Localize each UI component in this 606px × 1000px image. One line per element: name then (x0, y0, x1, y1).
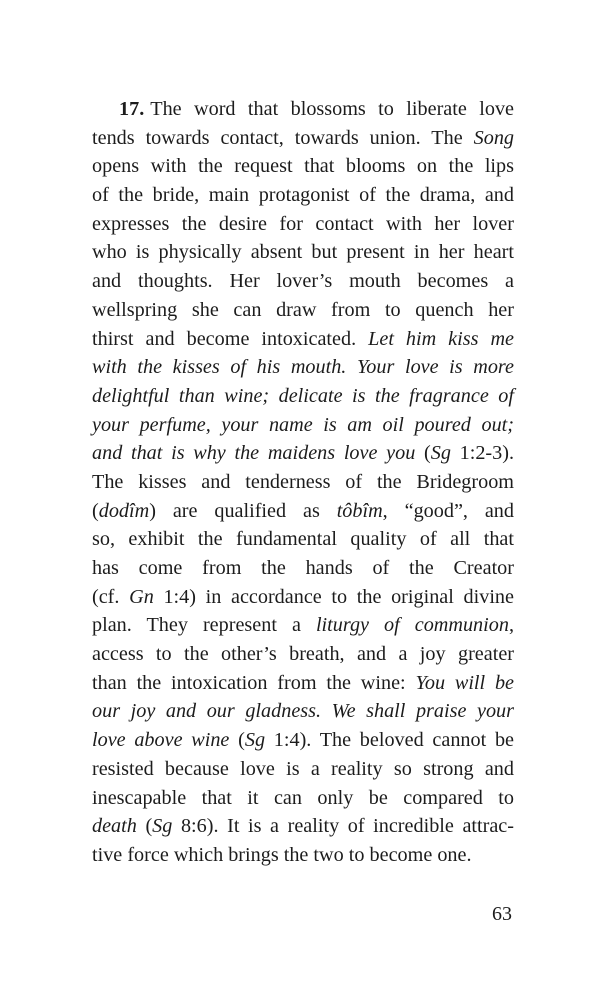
italic-text: dodîm (98, 499, 150, 522)
text-run: 8:6). It is a reality of incredible attrac- (172, 815, 514, 838)
paragraph-number: 17. (119, 98, 145, 120)
text-run: inescapable that it can only be compared to (92, 786, 514, 809)
text-line (92, 238, 514, 267)
text-line (92, 210, 514, 239)
text-run: thirst and become intoxicated. (92, 327, 369, 350)
italic-text: Sg (430, 442, 451, 465)
italic-text: Song (473, 126, 514, 149)
text-run: than the intoxication from the wine: (92, 671, 416, 694)
text-line (92, 382, 514, 411)
text-line (92, 124, 514, 153)
italic-text: Sg (244, 729, 266, 752)
italic-text: with the kisses of his mouth. Your love is more (92, 356, 514, 379)
text-run: tive force which brings the two to become one. (92, 843, 472, 866)
text-run: The word that blossoms to liberate love (150, 98, 514, 120)
text-line (92, 726, 514, 755)
text-line (92, 554, 514, 583)
text-line (92, 812, 514, 841)
text-line (92, 411, 514, 440)
text-run: (cf. (92, 585, 130, 608)
text-run: wellspring she can draw from to quench her (92, 298, 514, 321)
text-line (92, 152, 514, 181)
text-line (92, 95, 514, 124)
text-run: plan. They represent a (92, 614, 316, 637)
text-run: resisted because love is a reality so strong and (92, 757, 514, 780)
text-line (92, 583, 514, 612)
italic-text: liturgy of communion (315, 614, 509, 637)
italic-text: your perfume, your name is am oil poured out; (92, 413, 514, 436)
text-run: opens with the request that blooms on the lips (92, 155, 514, 178)
text-run: of the bride, main protagonist of the drama, and (92, 184, 514, 207)
italic-text: Gn (129, 585, 154, 608)
text-line (92, 525, 514, 554)
text-line (92, 267, 514, 296)
text-line (92, 468, 514, 497)
paragraph-17 (92, 95, 514, 870)
text-run: 1:2-3). (450, 442, 515, 465)
text-run: ( (92, 499, 99, 522)
text-run: ( (136, 815, 153, 838)
italic-text: and that is why the maidens love you (92, 442, 416, 465)
text-run: ( (415, 442, 431, 465)
italic-text: Let him kiss me (368, 327, 514, 350)
italic-text: death (92, 815, 137, 838)
text-line (92, 497, 514, 526)
italic-text: You will be (415, 671, 515, 694)
italic-text: delightful than wine; delicate is the fragrance of (92, 384, 514, 407)
text-run: , (508, 614, 514, 637)
text-line (92, 669, 514, 698)
text-run: , “good”, and (382, 499, 514, 522)
italic-text: love above wine (92, 729, 230, 752)
text-line (92, 353, 514, 382)
text-line (92, 755, 514, 784)
text-run: 1:4). The beloved cannot be (265, 729, 515, 752)
text-run: who is physically absent but present in her heart (92, 241, 514, 264)
text-run: ) are qualified as (149, 499, 337, 522)
italic-text: tôbîm (336, 499, 383, 522)
italic-text: Sg (152, 815, 173, 838)
text-run: The kisses and tenderness of the Bridegroom (92, 470, 514, 493)
text-run: so, exhibit the fundamental quality of all that (92, 528, 514, 551)
text-line (92, 841, 514, 870)
text-line (92, 697, 514, 726)
text-line (92, 325, 514, 354)
page-number: 63 (492, 903, 512, 925)
text-line (92, 439, 514, 468)
text-line (92, 611, 514, 640)
text-run: 1:4) in accordance to the original divine (153, 585, 514, 608)
text-line (92, 640, 514, 669)
text-line (92, 181, 514, 210)
text-run: tends towards contact, towards union. The (92, 126, 474, 149)
text-run: has come from the hands of the Creator (92, 557, 514, 579)
text-run: ( (229, 729, 245, 752)
italic-text: our joy and our gladness. We shall praise your (92, 700, 514, 723)
text-run: access to the other’s breath, and a joy greater (92, 643, 514, 666)
text-run: and thoughts. Her lover’s mouth becomes a (92, 270, 514, 293)
text-line (92, 784, 514, 813)
text-run: expresses the desire for contact with her lover (92, 212, 514, 235)
text-line (92, 296, 514, 325)
